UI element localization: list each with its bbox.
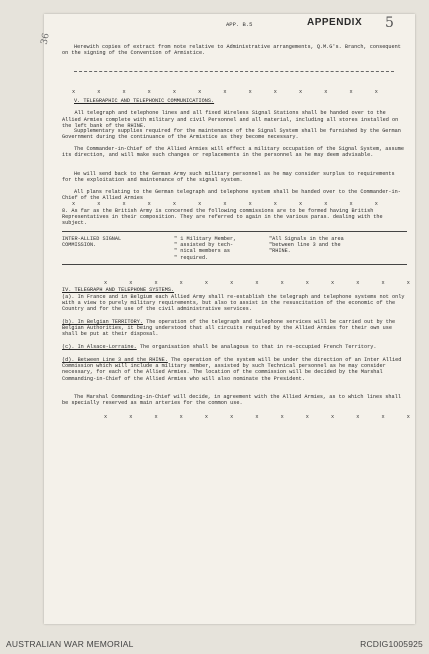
section-v-p4: He will send back to the German Army such military personnel as he may consider surplus to requirements for the exploitation and maintenance of the signal system. bbox=[62, 171, 398, 184]
section-iv-c-wrap bbox=[62, 344, 407, 350]
section-iv-d-wrap bbox=[62, 357, 407, 382]
section-iv-e: The Marshal Commanding-in-Chief will decide, in agreement with the Allied Armies, as to which lines shall be specially reserved as main arteries for the common use. bbox=[62, 394, 404, 407]
section-v-title: V. TELEGRAPHIC AND TELEPHONIC COMMUNICATIONS. bbox=[74, 98, 215, 104]
handwritten-number: 5 bbox=[385, 15, 394, 31]
section-iv-c-label: (c). In Alsace-Lorraine. bbox=[62, 344, 137, 350]
margin-handwriting: 36 bbox=[39, 32, 52, 46]
table-bottom-rule bbox=[62, 264, 407, 265]
separator-marks-4: x x x x x x x x x x x x x bbox=[104, 414, 420, 420]
section-iv-b-wrap bbox=[62, 319, 407, 338]
section-iv-a: (a). In France and in Belgium each Allied Army shall re-establish the telegraph and telephone systems not only with a view to purely military requirements, but also to assist in the resuscitation of the economic of the Country and for the use of the civil administrative services. bbox=[62, 294, 408, 313]
section-iv-d-label: (d). Between Line 3 and the RHINE. bbox=[62, 357, 168, 363]
intro-paragraph: Herewith copies of extract from note relative to Administrative arrangements, Q.M.G's. Branch, consequent on the signing of the Convention of Armistice. bbox=[62, 44, 404, 57]
commission-name: INTER-ALLIED SIGNAL COMMISSION. bbox=[62, 236, 122, 249]
section-iv-b-label: (b). In Belgian TERRITORY. bbox=[62, 319, 143, 325]
section-v-p5: All plans relating to the German telegraph and telephone system shall be handed over to the Commander-in-Chief of the Allied Armies bbox=[62, 189, 401, 202]
section-iv-title: IV. TELEGRAPH AND TELEPHONE SYSTEMS. bbox=[62, 287, 175, 293]
separator-marks-3: x x x x x x x x x x x x x bbox=[104, 280, 420, 286]
separator-marks-1: x x x x x x x x x x x x x bbox=[72, 89, 388, 95]
footer-record-id: RCDIG1005925 bbox=[360, 639, 423, 649]
section-v-p1: All telegraph and telephone lines and all fixed Wireless Signal Stations shall be handed over to the Allied Armies complete with military and civil Personnel and all material, including all stores installed on the left bank of the RHINE. bbox=[62, 110, 402, 129]
section-iv-c: The organisation shall be analagous to that in re-occupied French Territory. bbox=[139, 344, 377, 350]
footer-institution: AUSTRALIAN WAR MEMORIAL bbox=[6, 639, 134, 649]
section-v-p2: Supplementary supplies required for the maintenance of the Signal System shall be furnished by the German Government during the continuance of the Armistice as they become necessary. bbox=[62, 128, 404, 141]
appendix-stamp: APPENDIX bbox=[307, 17, 363, 28]
separator-marks-2: x x x x x x x x x x x x x bbox=[72, 201, 388, 207]
table-top-rule bbox=[62, 231, 407, 232]
appendix-reference: APP. B.5 bbox=[226, 21, 253, 28]
section-iv-b: The operation of the telegraph and telephone services will be carried out by the Belgian Authorities, it being understood that all circuits required by the Allied Armies for their own use shall be put at their disposal. bbox=[62, 319, 399, 338]
section-iv-d: The operation of the system will be under the direction of an Inter Allied Commission which will include a military member, assisted by such Technical personnel as he may consider necessary, for each of the Allied Armies. The location of the commission will be decided by the Marshal Commanding-in-Chief of the Allied Armies who will also nominate the President. bbox=[62, 357, 405, 382]
commission-composition: " 1 Military Member, " assisted by tech- " nical members as " required. bbox=[174, 236, 237, 261]
commission-area: "All Signals in the area "between line 3 and the "RHINE. bbox=[269, 236, 344, 255]
section-v-p3: The Commander-in-Chief of the Allied Armies will effect a military occupation of the Signal System, assume its direction, and will make such changes or replacements in the personnel as he may deem advisable. bbox=[62, 146, 408, 159]
intro-divider bbox=[74, 71, 394, 72]
document-page bbox=[39, 14, 420, 624]
section-v-p6: 8. As far as the British Army is concerned the following commissions are to be formed having British Representatives in their composition. They are referred to again in the various paras. dealing with the subject. bbox=[62, 208, 386, 227]
